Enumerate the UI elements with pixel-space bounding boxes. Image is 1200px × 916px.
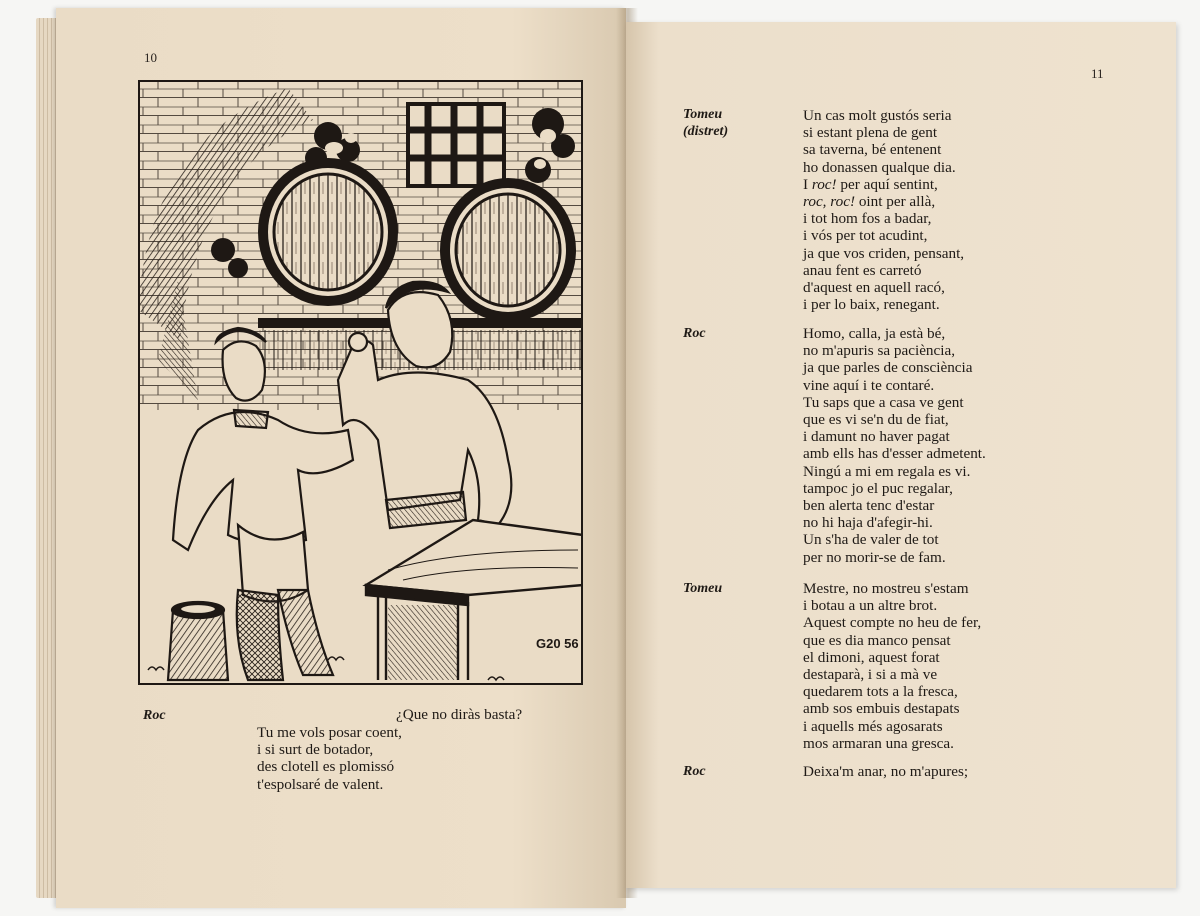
verse-line: si estant plena de gent	[803, 124, 938, 142]
verse-line: Tu saps que a casa ve gent	[803, 393, 964, 411]
dialogue-block-4	[803, 763, 968, 780]
left-page-number: 10	[144, 50, 157, 65]
interjection: roc!	[811, 175, 837, 193]
verse-line: destaparà, i si a mà ve	[803, 666, 938, 684]
verse-line: ben alerta tenc d'estar	[803, 497, 935, 515]
verse-line: i si surt de botador,	[257, 741, 374, 759]
interjection: roc, roc!	[803, 193, 856, 211]
verse-line: per no morir-se de fam.	[803, 548, 946, 566]
speaker-tomeu: Tomeu	[683, 107, 723, 122]
verse-line: I roc! per aquí sentint,	[803, 175, 938, 193]
dialogue-block-1	[803, 107, 964, 313]
verse-line: Ningú a mi em regala es vi.	[803, 462, 971, 480]
tavern-illustration	[138, 80, 583, 685]
verse-line: i per lo baix, renegant.	[803, 296, 940, 314]
left-speaker-roc: Roc	[143, 708, 166, 723]
verse-line: anau fent es carretó	[803, 261, 922, 279]
verse-line: tampoc jo el puc regalar,	[803, 479, 953, 497]
verse-line: Tu me vols posar coent,	[257, 724, 402, 741]
verse-line: ja que parles de consciència	[803, 359, 973, 377]
verse-line: des clotell es plomissó	[257, 758, 395, 776]
verse-line: i botau a un altre brot.	[803, 597, 938, 615]
dialogue-block-3	[803, 580, 981, 752]
right-page-number: 11	[1091, 66, 1104, 81]
verse-line: sa taverna, bé entenent	[803, 141, 942, 159]
dialogue-block-2	[803, 325, 986, 566]
verse-line: Un cas molt gustós seria	[803, 107, 952, 124]
verse-line: Homo, calla, ja està bé,	[803, 325, 946, 342]
verse-line: no hi haja d'afegir-hi.	[803, 514, 933, 532]
speaker-tomeu: Tomeu	[683, 581, 723, 596]
verse-line: i vós per tot acudint,	[803, 227, 928, 245]
verse-line: Un s'ha de valer de tot	[803, 531, 939, 549]
left-first-line: ¿Que no diràs basta?	[396, 706, 523, 723]
illustration-signature: G20 56	[536, 636, 579, 651]
verse-line: i damunt no haver pagat	[803, 428, 950, 446]
verse-line: amb ells has d'esser admetent.	[803, 445, 986, 463]
speaker-roc: Roc	[683, 764, 706, 779]
verse-line: amb sos embuis destapats	[803, 700, 960, 718]
verse-line: Mestre, no mostreu s'estam	[803, 580, 969, 597]
verse-line: d'aquest en aquell racó,	[803, 279, 945, 297]
left-verses	[257, 724, 402, 793]
verse-line: no m'apuris sa paciència,	[803, 342, 956, 360]
verse-line: quedarem tots a la fresca,	[803, 683, 958, 701]
verse-line: mos armaran una gresca.	[803, 734, 954, 752]
verse-line: roc, roc! oint per allà,	[803, 193, 936, 211]
speaker-roc: Roc	[683, 326, 706, 341]
verse-line: ho donassen qualque dia.	[803, 158, 956, 176]
verse-line: i tot hom fos a badar,	[803, 210, 932, 228]
verse-line: que es dia manco pensat	[803, 631, 951, 649]
verse-line: t'espolsaré de valent.	[257, 775, 384, 793]
verse-line: el dimoni, aquest forat	[803, 648, 940, 666]
verse-line: vine aquí i te contaré.	[803, 376, 935, 394]
verse-line: i aquells més agosarats	[803, 717, 943, 735]
verse-line: ja que vos criden, pensant,	[803, 244, 965, 262]
verse-line: Aquest compte no heu de fer,	[803, 614, 982, 632]
verse-line: que es vi se'n du de fiat,	[803, 411, 949, 429]
verse-line: Deixa'm anar, no m'apures;	[803, 763, 969, 780]
stage-direction: (distret)	[683, 124, 729, 139]
